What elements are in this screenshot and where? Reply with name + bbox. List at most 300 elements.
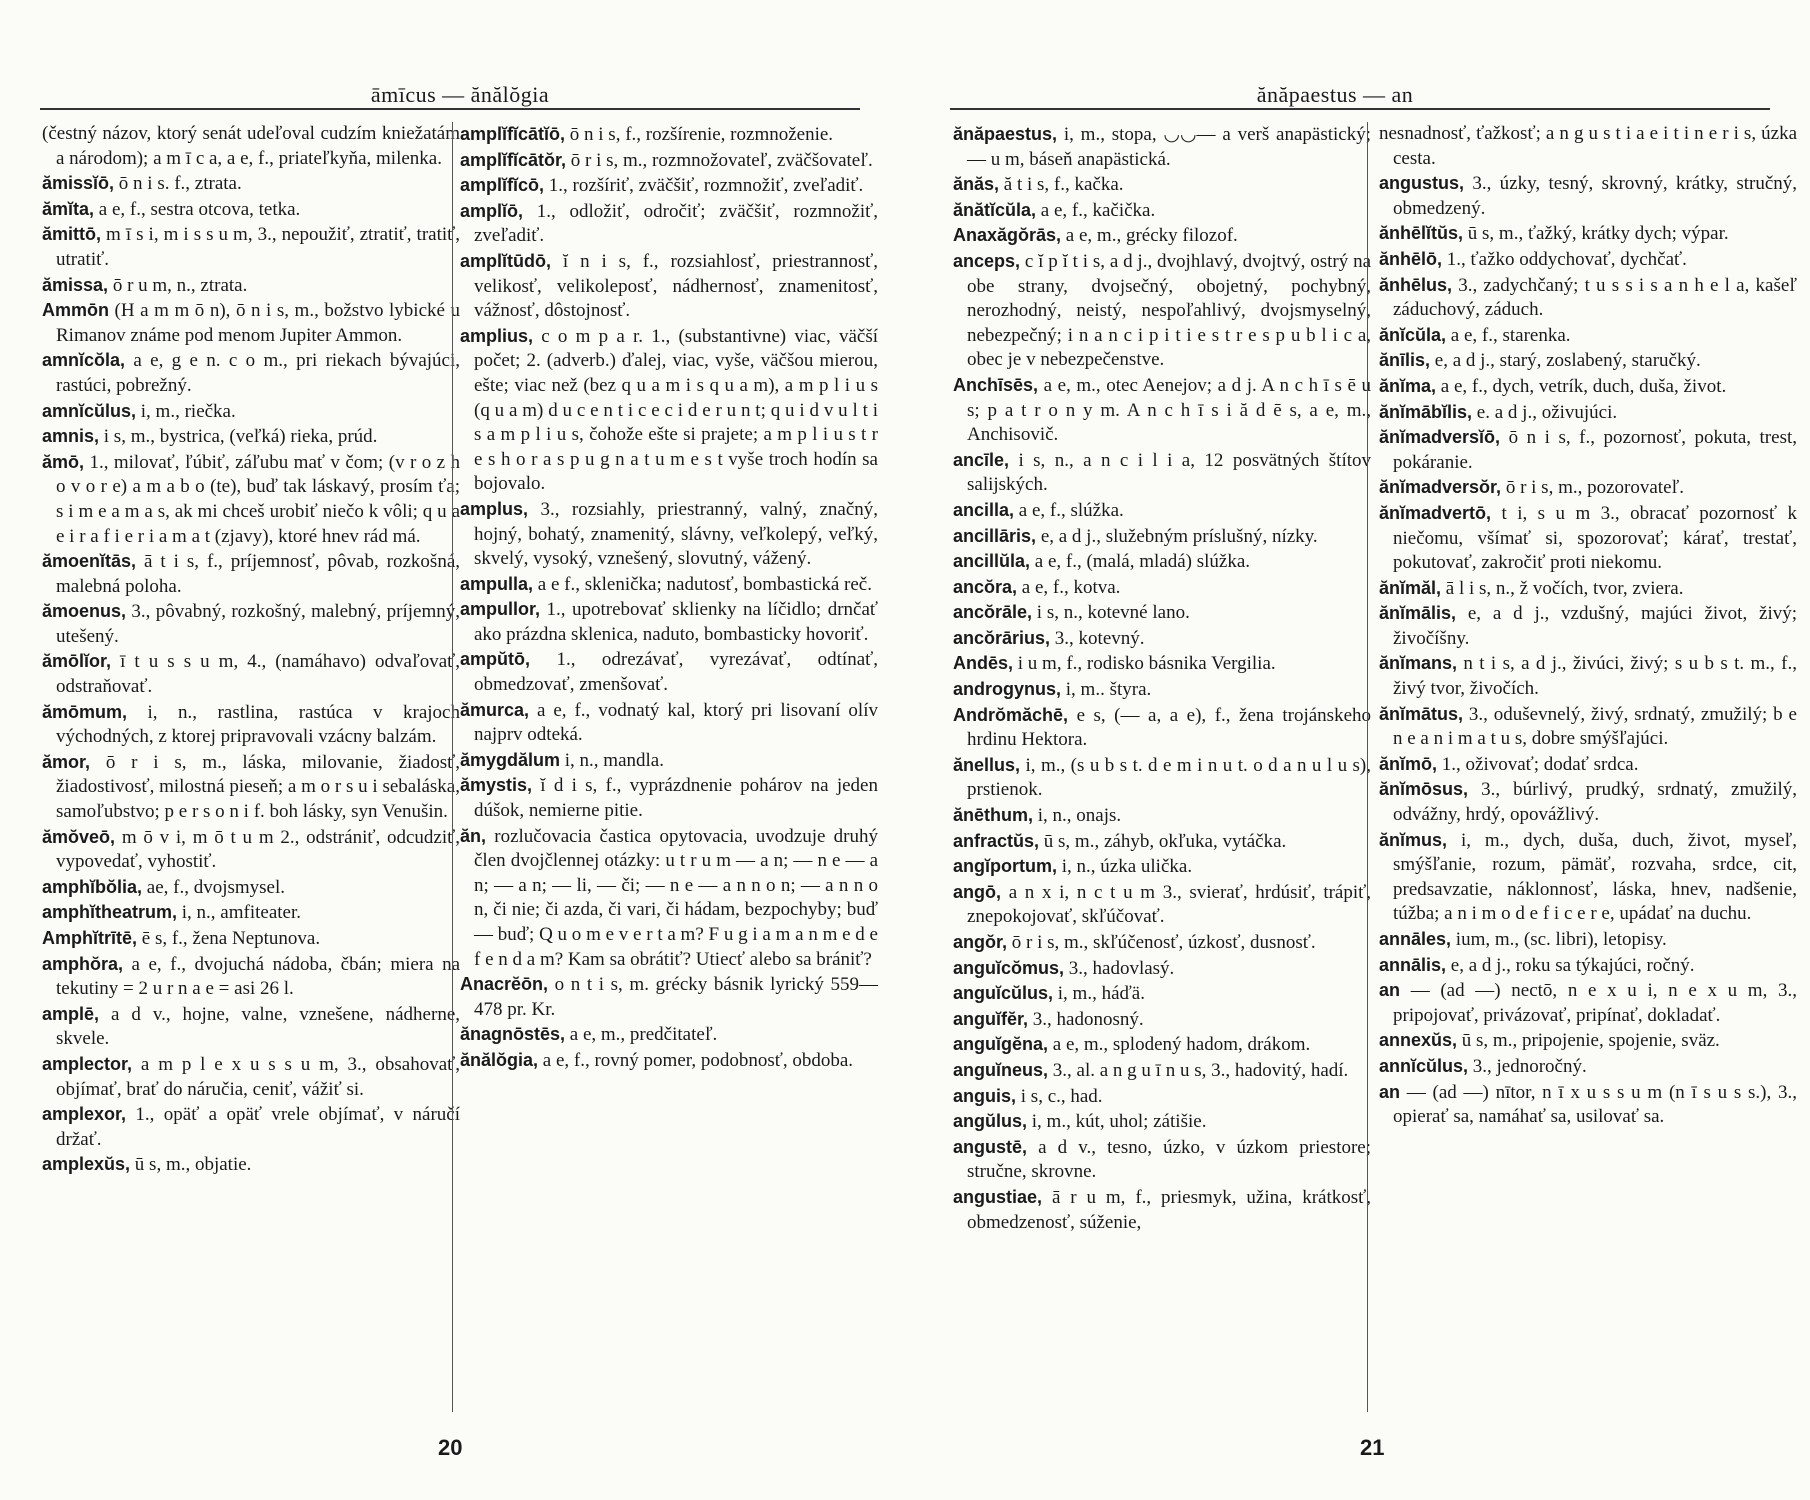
entry-headword: ănĭmābĭlis,: [1379, 401, 1473, 422]
entry-headword: Andēs,: [953, 653, 1014, 674]
dictionary-entry: [42, 424, 460, 450]
entry-headword: anguĭfĕr,: [953, 1008, 1029, 1029]
dictionary-entry: [953, 829, 1371, 855]
entry-definition: a e, m., otec Aenejov; a d j. A n c h ī s ē u s; p a t r o n y m. A n c h ī s i ă d ē s, a e, m., Anchisovič.: [967, 374, 1372, 446]
column-divider: [452, 122, 453, 1412]
dictionary-entry: [42, 952, 460, 1002]
entry-headword: ănĭmadversŏr,: [1379, 477, 1502, 498]
dictionary-entry: [953, 1007, 1371, 1033]
entry-headword: ănĭmōsus,: [1379, 779, 1469, 800]
entry-definition: a e, f., starenka.: [1450, 324, 1571, 346]
entry-definition: 3., zadychčaný; t u s s i s a n h e l a, kašeľ záduchový, záduch.: [1393, 274, 1797, 321]
entry-definition: ō r i s, m., pozorovateľ.: [1505, 477, 1684, 499]
dictionary-entry: [1379, 400, 1797, 426]
dictionary-entry: [42, 222, 460, 272]
entry-headword: amplector,: [42, 1053, 133, 1074]
dictionary-entry: [953, 981, 1371, 1007]
entry-definition: ū s, m., objatie.: [134, 1154, 252, 1176]
entry-headword: angĭportum,: [953, 856, 1057, 877]
entry-definition: ĭ d i s, f., vyprázdnenie pohárov na jeden dúšok, nemierne pitie.: [474, 775, 878, 822]
entry-definition: ā l i s, n., ž vočích, tvor, zviera.: [1445, 577, 1684, 599]
column-divider: [1367, 122, 1368, 1412]
entry-definition: 3., jednoročný.: [1472, 1055, 1587, 1077]
entry-headword: ămoenĭtās,: [42, 551, 137, 572]
dictionary-entry: [1379, 122, 1797, 171]
entry-headword: ămor,: [42, 751, 91, 772]
dictionary-entry: [1379, 752, 1797, 778]
dictionary-entry: [460, 698, 878, 748]
right-column-2: [1379, 122, 1797, 1130]
dictionary-entry: [460, 173, 878, 199]
dictionary-entry: [460, 497, 878, 572]
entry-headword: ănĭmadversĭō,: [1379, 427, 1501, 448]
dictionary-entry: [953, 1084, 1371, 1110]
header-rule: [40, 108, 860, 110]
entry-headword: ămĭta,: [42, 198, 95, 219]
entry-headword: ămō,: [42, 451, 85, 472]
entry-definition: i, n., mandla.: [564, 749, 664, 771]
entry-headword: ăn,: [460, 825, 487, 846]
entry-headword: ampullor,: [460, 599, 541, 620]
entry-definition: 1., oživovať; dodať srdca.: [1441, 753, 1639, 775]
entry-definition: e, a d j., vzdušný, majúci život, živý; živočíšny.: [1393, 603, 1798, 649]
entry-headword: ămygdălum: [460, 749, 561, 770]
dictionary-entry: [460, 1048, 878, 1074]
entry-definition: ĭ n i s, f., rozsiahlosť, priestrannosť, velikosť, velikoleposť, nádhernosť, znamenitosť, vážnosť, dôstojnosť.: [474, 250, 878, 322]
entry-definition: ă t i s, f., kačka.: [1003, 174, 1124, 196]
dictionary-entry: [953, 172, 1371, 198]
dictionary-entry: [1379, 978, 1797, 1028]
entry-headword: amnis,: [42, 426, 100, 447]
dictionary-entry: [460, 324, 878, 497]
entry-definition: i u m, f., rodisko básnika Vergilia.: [1017, 653, 1276, 675]
dictionary-entry: [953, 498, 1371, 524]
dictionary-entry: [953, 1185, 1371, 1235]
entry-definition: a e, f., sestra otcova, tetka.: [98, 198, 301, 220]
entry-definition: 3., hadonosný.: [1032, 1008, 1144, 1030]
entry-definition: 1., milovať, ľúbiť, záľubu mať v čom; (v r o z h o v o r e) a m a b o (te), buď tak láskavý, prosím ťa; s i m e a m a s, ak mi chceš urobiť niečo k vôli; q u a e i r a f i e r i a m a t (zjavy), ktoré hnev rád má.: [56, 451, 461, 547]
entry-definition: ō n i s, f., rozšírenie, rozmnoženie.: [569, 124, 834, 145]
entry-headword: annexŭs,: [1379, 1030, 1458, 1051]
right-column-1: [953, 122, 1371, 1235]
dictionary-entry: [953, 122, 1371, 172]
entry-headword: angustē,: [953, 1136, 1028, 1157]
right-page: [905, 0, 1810, 1500]
dictionary-entry: [1379, 953, 1797, 979]
header-rule: [950, 108, 1770, 110]
entry-definition: e, a d j., služebným príslušný, nízky.: [1040, 525, 1318, 547]
entry-headword: ănhēlō,: [1379, 248, 1443, 269]
entry-headword: amplē,: [42, 1003, 100, 1024]
entry-headword: ămoenus,: [42, 601, 127, 622]
dictionary-entry: [953, 524, 1371, 550]
entry-headword: ămōlĭor,: [42, 651, 112, 672]
entry-headword: an: [1379, 1081, 1401, 1102]
entry-definition: i, m., dych, duša, duch, život, myseľ, smýšľanie, rozum, pämäť, rozvaha, srdce, cit, predsavzatie, náklonnosť, láska, hnev, nadšenie, túžba; a n i m o d e f i c e r e, upádať na duchu.: [1393, 829, 1797, 925]
entry-definition: a d v., hojne, valne, vznešene, nádherne, skvele.: [56, 1003, 460, 1050]
entry-definition: 1., odložiť, odročiť; zväčšiť, rozmnožiť, zveľadiť.: [474, 200, 878, 247]
entry-definition: i, n., onajs.: [1037, 805, 1122, 827]
entry-definition: i, m., háďä.: [1057, 983, 1145, 1005]
dictionary-entry: [953, 1032, 1371, 1058]
entry-headword: anguĭcŭlus,: [953, 983, 1054, 1004]
entry-headword: amphĭtheatrum,: [42, 902, 178, 923]
entry-headword: annāles,: [1379, 929, 1452, 949]
dictionary-entry: [460, 824, 878, 973]
entry-definition: i, n., úzka ulička.: [1061, 856, 1193, 878]
entry-headword: amnĭcŭlus,: [42, 400, 137, 421]
entry-definition: ium, m., (sc. libri), letopisy.: [1455, 929, 1667, 950]
entry-definition: — (ad —) nītor, n ī x u s s u m (n ī s u s s.), 3., opierať sa, namáhať sa, usilovať sa.: [1393, 1081, 1797, 1128]
dictionary-entry: [953, 651, 1371, 677]
entry-headword: ănhēlĭtŭs,: [1379, 223, 1464, 244]
dictionary-entry: [1379, 828, 1797, 927]
dictionary-entry: [1379, 221, 1797, 247]
running-head: ănăpaestus — an: [1256, 82, 1414, 107]
dictionary-entry: [42, 122, 460, 171]
dictionary-entry: [42, 700, 460, 750]
entry-headword: ănĭma,: [1379, 375, 1437, 396]
dictionary-entry: [42, 599, 460, 649]
entry-headword: amplĭfĭcō,: [460, 175, 545, 196]
entry-definition: a e, m., grécky filozof.: [1065, 225, 1238, 247]
entry-definition: ō n i s, f., pozornosť, pokuta, trest, pokáranie.: [1393, 427, 1797, 473]
dictionary-entry: [953, 626, 1371, 652]
dictionary-entry: [953, 880, 1371, 930]
entry-headword: angō,: [953, 881, 1001, 902]
dictionary-entry: [42, 171, 460, 197]
entry-headword: Anaxăgŏrās,: [953, 225, 1062, 246]
entry-headword: ănăpaestus,: [953, 124, 1058, 144]
running-head: āmīcus — ănălŏgia: [370, 82, 550, 107]
dictionary-entry: [1379, 651, 1797, 701]
dictionary-entry: [42, 298, 460, 348]
dictionary-entry: [953, 703, 1371, 753]
entry-definition: m ō v i, m ō t u m 2., odstrániť, odcudziť, vypovedať, vyhostiť.: [56, 826, 460, 873]
dictionary-entry: [1379, 247, 1797, 273]
entry-definition: 1., rozšíriť, zväčšiť, rozmnožiť, zveľadiť.: [548, 175, 864, 197]
entry-definition: 3., al. a n g u ī n u s, 3., hadovitý, hadí.: [1052, 1059, 1349, 1081]
entry-headword: anceps,: [953, 250, 1021, 271]
dictionary-entry: [460, 249, 878, 324]
entry-headword: annālis,: [1379, 954, 1447, 975]
dictionary-entry: [1379, 927, 1797, 953]
dictionary-entry: [460, 148, 878, 174]
dictionary-entry: [953, 1135, 1371, 1185]
dictionary-entry: [953, 448, 1371, 498]
entry-headword: ănĭmālis,: [1379, 603, 1457, 624]
entry-definition: a e, f., rovný pomer, podobnosť, obdoba.: [542, 1049, 854, 1071]
dictionary-entry: [953, 198, 1371, 224]
entry-headword: ancīle,: [953, 449, 1010, 470]
dictionary-entry: [953, 549, 1371, 575]
dictionary-entry: [953, 1058, 1371, 1084]
entry-headword: ampŭtō,: [460, 649, 530, 670]
entry-definition: a e, f., dvojuchá nádoba, čbán; miera na tekutiny = 2 u r n a e = asi 26 l.: [56, 953, 460, 1000]
entry-definition: e, a d j., starý, zoslabený, staručký.: [1434, 350, 1701, 372]
entry-headword: ănăs,: [953, 174, 1000, 195]
entry-definition: ū s, m., ťažký, krátky dych; výpar.: [1467, 223, 1729, 245]
dictionary-entry: [953, 854, 1371, 880]
entry-headword: ănĭcŭla,: [1379, 324, 1447, 345]
dictionary-entry: [42, 549, 460, 599]
dictionary-entry: [460, 597, 878, 647]
left-column-1: [42, 122, 460, 1178]
entry-headword: Anacrĕōn,: [460, 974, 549, 995]
entry-definition: 3., rozsiahly, priestranný, valný, značný, hojný, bohatý, znamenitý, slávny, veľkolepý, veľký, skvelý, vysoký, vznešený, slovutný, vážený.: [474, 498, 878, 570]
entry-headword: ampulla,: [460, 573, 534, 594]
entry-headword: angustus,: [1379, 173, 1465, 194]
dictionary-entry: [1379, 1054, 1797, 1080]
dictionary-entry: [42, 1052, 460, 1102]
entry-headword: amplĭō,: [460, 200, 524, 221]
entry-definition: ō r i s, m., láska, milovanie, žiadosť, žiadostivosť, milostná pieseň; a m o r s u i sebaláska, samoľubstvo; p e r s o n i f. boh lásky, syn Venušin.: [56, 751, 460, 823]
entry-headword: ănĭmăl,: [1379, 577, 1442, 598]
entry-headword: amphŏra,: [42, 953, 124, 974]
entry-headword: amplexor,: [42, 1104, 127, 1125]
entry-definition: i, m., stopa, ◡◡— a verš anapästický; — u m, báseň anapästická.: [967, 124, 1371, 170]
entry-definition: ō r i s, m., skľúčenosť, úzkosť, dusnosť.: [1011, 932, 1316, 953]
entry-definition: 3., úzky, tesný, skrovný, krátky, stručný, obmedzený.: [1393, 173, 1797, 219]
entry-headword: ancŏrāle,: [953, 602, 1033, 623]
entry-definition: i, m., (s u b s t. d e m i n u t. o d a n u l u s), prstienok.: [967, 754, 1372, 801]
dictionary-entry: [953, 1109, 1371, 1135]
dictionary-entry: [460, 572, 878, 598]
entry-headword: ănēthum,: [953, 805, 1034, 826]
dictionary-entry: [953, 373, 1371, 448]
entry-headword: ănellus,: [953, 754, 1021, 775]
entry-headword: Ammōn: [42, 300, 109, 321]
entry-definition: ū s, m., pripojenie, spojenie, sväz.: [1461, 1030, 1720, 1052]
dictionary-entry: [953, 930, 1371, 956]
entry-headword: anguis,: [953, 1085, 1017, 1106]
dictionary-entry: [1379, 171, 1797, 221]
entry-headword: ănălŏgia,: [460, 1049, 539, 1070]
entry-definition: 1., odrezávať, vyrezávať, odtínať, obmedzovať, zmenšovať.: [474, 649, 879, 696]
entry-headword: ănīlis,: [1379, 350, 1431, 371]
entry-definition: ā r u m, f., priesmyk, užina, krátkosť, obmedzenosť, súženie,: [967, 1186, 1372, 1233]
entry-headword: ancilla,: [953, 499, 1015, 520]
dictionary-entry: [1379, 273, 1797, 323]
dictionary-entry: [42, 900, 460, 926]
entry-definition: ē s, f., žena Neptunova.: [141, 928, 321, 949]
entry-headword: ămystis,: [460, 775, 533, 796]
dictionary-entry: [953, 249, 1371, 373]
dictionary-entry: [42, 273, 460, 299]
entry-headword: anfractŭs,: [953, 830, 1040, 851]
entry-definition: 1., opäť a opäť vrele objímať, v náručí držať.: [56, 1104, 460, 1150]
entry-definition: 3., kotevný.: [1054, 627, 1145, 649]
dictionary-entry: [953, 223, 1371, 249]
entry-headword: angŭlus,: [953, 1111, 1028, 1132]
entry-headword: ămōmum,: [42, 701, 128, 722]
entry-headword: amplus,: [460, 498, 529, 519]
entry-headword: ămittō,: [42, 224, 102, 245]
entry-headword: ănĭmans,: [1379, 653, 1458, 674]
entry-definition: t i, s u m 3., obracať pozornosť k niečomu, všímať si, spozorovať; kárať, trestať, pokutovať, zakročiť proti niekomu.: [1393, 502, 1798, 574]
dictionary-entry: [42, 750, 460, 825]
entry-headword: ancŏrārius,: [953, 627, 1051, 648]
entry-definition: a e f., sklenička; nadutosť, bombastická reč.: [537, 573, 872, 595]
dictionary-entry: [460, 122, 878, 148]
entry-definition: ō r i s, m., rozmnožovateľ, zväčšovateľ.: [570, 149, 873, 171]
entry-definition: (H a m m ō n), ō n i s, m., božstvo lybické u Rimanov známe pod menom Jupiter Ammon.: [56, 300, 460, 346]
entry-definition: 3., oduševnelý, živý, srdnatý, zmužilý; b e n e a n i m a t u s, dobre smýšľajúci.: [1393, 703, 1797, 750]
entry-headword: amnĭcŏla,: [42, 350, 126, 371]
entry-headword: an: [1379, 980, 1401, 1001]
dictionary-entry: [460, 972, 878, 1022]
entry-definition: (čestný názov, ktorý senát udeľoval cudzím kniežatám a národom); a m ī c a, a e, f., priateľkyňa, milenka.: [42, 123, 460, 169]
dictionary-entry: [1379, 323, 1797, 349]
dictionary-entry: [1379, 601, 1797, 651]
entry-headword: amplĭtūdō,: [460, 250, 551, 271]
entry-definition: 1., upotrebovať sklienky na líčidlo; drnčať ako prázdna sklenica, naduto, bombasticky hovoriť.: [474, 599, 879, 645]
dictionary-entry: [953, 956, 1371, 982]
entry-headword: amplĭfĭcātŏr,: [460, 149, 567, 170]
entry-headword: androgynus,: [953, 679, 1062, 700]
entry-headword: amplĭfĭcātĭō,: [460, 124, 566, 144]
entry-headword: ănĭmō,: [1379, 753, 1438, 774]
entry-definition: a n x i, n c t u m 3., svierať, hrdúsiť, trápiť, znepokojovať, skľúčovať.: [967, 881, 1372, 928]
entry-headword: ănagnōstēs,: [460, 1024, 566, 1045]
dictionary-entry: [1379, 501, 1797, 576]
entry-headword: annĭcŭlus,: [1379, 1055, 1469, 1076]
dictionary-entry: [1379, 1028, 1797, 1054]
left-column-2: [460, 122, 878, 1074]
dictionary-entry: [42, 649, 460, 699]
entry-definition: e, a d j., roku sa týkajúci, ročný.: [1450, 954, 1695, 976]
dictionary-entry: [460, 199, 878, 249]
dictionary-entry: [42, 1152, 460, 1178]
dictionary-entry: [1379, 475, 1797, 501]
entry-definition: i, m., kút, uhol; zátišie.: [1031, 1111, 1207, 1133]
entry-definition: i, n., amfiteater.: [181, 902, 302, 924]
entry-definition: a e, g e n. c o m., pri riekach bývajúci, rastúci, pobrežný.: [56, 350, 460, 396]
entry-headword: Anchīsēs,: [953, 374, 1039, 395]
dictionary-entry: [953, 753, 1371, 803]
entry-definition: ū s, m., záhyb, okľuka, vytáčka.: [1043, 830, 1287, 852]
entry-definition: i s, n., a n c i l i a, 12 posvätných štítov salijských.: [967, 449, 1372, 496]
entry-headword: angŏr,: [953, 932, 1008, 952]
dictionary-entry: [953, 677, 1371, 703]
dictionary-entry: [1379, 777, 1797, 827]
dictionary-entry: [42, 1002, 460, 1052]
entry-definition: rozlučovacia častica opytovacia, uvodzuje druhý člen dvojčlennej otázky: u t r u m — a n; — n e — a n; — a n; — li, — či; — n e — a n n o n; — a n n o n, či nie; či azda, či vari, či hádam, bezpochyby; buď — buď; Q u o m e v e r t a m? F u g i a m a n m e d e f e n d a m? Kam sa obrátiť? Utiecť alebo sa brániť?: [474, 825, 878, 970]
entry-definition: a e, f., kačička.: [1040, 199, 1156, 221]
entry-headword: Amphĭtrītē,: [42, 928, 138, 948]
dictionary-entry: [1379, 348, 1797, 374]
dictionary-entry: [42, 1102, 460, 1152]
entry-headword: ămissĭō,: [42, 173, 115, 194]
entry-definition: ō n i s. f., ztrata.: [118, 173, 242, 195]
entry-definition: nesnadnosť, ťažkosť; a n g u s t i a e i t i n e r i s, úzka cesta.: [1379, 123, 1797, 169]
dictionary-entry: [460, 773, 878, 823]
entry-definition: ō r u m, n., ztrata.: [112, 274, 248, 296]
entry-definition: — (ad —) nectō, n e x u i, n e x u m, 3., pripojovať, privázovať, pripínať, dokladať.: [1393, 980, 1797, 1026]
entry-headword: anguĭgĕna,: [953, 1034, 1049, 1055]
entry-definition: i, m., riečka.: [140, 400, 236, 422]
entry-definition: i s, c., had.: [1020, 1085, 1103, 1107]
entry-headword: ămissa,: [42, 274, 109, 295]
page-number: 20: [438, 1435, 463, 1460]
entry-definition: 3., hadovlasý.: [1068, 957, 1175, 979]
entry-definition: a e, f., vodnatý kal, ktorý pri lisovaní olív najprv odteká.: [474, 699, 878, 746]
dictionary-entry: [460, 1022, 878, 1048]
entry-headword: anguĭcŏmus,: [953, 957, 1065, 978]
entry-definition: a e, m., predčitateľ.: [569, 1024, 718, 1046]
dictionary-entry: [42, 399, 460, 425]
dictionary-entry: [1379, 702, 1797, 752]
entry-headword: anguĭneus,: [953, 1059, 1049, 1080]
entry-definition: e. a d j., oživujúci.: [1476, 401, 1618, 423]
entry-headword: ancillŭla,: [953, 551, 1031, 572]
entry-definition: m ī s i, m i s s u m, 3., nepoužiť, ztratiť, tratiť, utratiť.: [56, 224, 461, 270]
dictionary-entry: [42, 926, 460, 952]
entry-definition: a e, f., dych, vetrík, duch, duša, život.: [1440, 375, 1727, 397]
entry-headword: ămurca,: [460, 699, 530, 720]
entry-headword: amplexŭs,: [42, 1154, 131, 1175]
page-number: 21: [1360, 1435, 1385, 1460]
entry-headword: ănĭmātus,: [1379, 703, 1464, 724]
entry-headword: ănătĭcŭla,: [953, 199, 1037, 220]
dictionary-entry: [42, 348, 460, 398]
entry-definition: a m p l e x u s s u m, 3., obsahovať, objímať, brať do náručia, ceniť, vážiť si.: [56, 1053, 461, 1100]
entry-definition: ae, f., dvojsmysel.: [146, 876, 286, 898]
entry-headword: ămŏveō,: [42, 826, 116, 847]
dictionary-entry: [953, 600, 1371, 626]
entry-headword: ănĭmus,: [1379, 829, 1448, 850]
dictionary-entry: [460, 748, 878, 774]
dictionary-entry: [1379, 1080, 1797, 1130]
entry-headword: Andrŏmăchē,: [953, 704, 1069, 725]
dictionary-entry: [1379, 425, 1797, 475]
entry-headword: ănĭmadvertō,: [1379, 502, 1492, 523]
entry-definition: 3., pôvabný, rozkošný, malebný, príjemný, utešený.: [56, 601, 461, 647]
entry-definition: n t i s, a d j., živúci, živý; s u b s t. m., f., živý tvor, živočích.: [1393, 653, 1797, 700]
entry-headword: amphĭbŏlia,: [42, 876, 143, 897]
dictionary-entry: [42, 197, 460, 223]
entry-definition: a d v., tesno, úzko, v úzkom priestore; stručne, skrovne.: [967, 1136, 1372, 1183]
entry-definition: c ĭ p ĭ t i s, a d j., dvojhlavý, dvojtvý, ostrý na obe strany, dvojsečný, obojetný, pochybný, nerozhodný, neistý, nespoľahlivý, dvojsmyselný, nebezpečný; i n a n c i p i t i e s t r e s p u b l i c a, obec je v nebezpečenstve.: [967, 250, 1371, 371]
entry-definition: a e, f., slúžka.: [1018, 499, 1124, 521]
entry-definition: e s, (— a, a e), f., žena trojánskeho hrdinu Hektora.: [967, 704, 1372, 751]
entry-definition: ā t i s, f., príjemnosť, pôvab, rozkošná, malebná poloha.: [56, 551, 460, 597]
entry-definition: 1., ťažko oddychovať, dychčať.: [1446, 248, 1687, 270]
dictionary-entry: [953, 575, 1371, 601]
entry-definition: ī t u s s u m, 4., (namáhavo) odvaľovať, odstraňovať.: [56, 651, 461, 698]
entry-definition: i, n., rastlina, rastúca v krajoch východných, z ktorej pripravovali vzácny balzám.: [56, 701, 460, 748]
entry-definition: a e, f., (malá, mladá) slúžka.: [1034, 551, 1251, 573]
dictionary-entry: [953, 803, 1371, 829]
entry-headword: ancillāris,: [953, 525, 1037, 546]
entry-definition: i s, n., kotevné lano.: [1036, 602, 1190, 624]
dictionary-entry: [42, 450, 460, 549]
entry-headword: ancŏra,: [953, 576, 1018, 597]
dictionary-entry: [1379, 576, 1797, 602]
entry-headword: angustiae,: [953, 1186, 1043, 1207]
dictionary-entry: [1379, 374, 1797, 400]
entry-definition: a e, m., splodený hadom, drákom.: [1052, 1034, 1311, 1056]
entry-headword: amplius,: [460, 325, 534, 346]
entry-definition: 3., búrlivý, prudký, srdnatý, zmužilý, odvážny, hrdý, opovážlivý.: [1393, 779, 1797, 826]
dictionary-entry: [460, 647, 878, 697]
entry-definition: i, m.. štyra.: [1065, 679, 1152, 701]
entry-definition: i s, m., bystrica, (veľká) rieka, prúd.: [103, 426, 378, 448]
dictionary-entry: [42, 825, 460, 875]
entry-definition: a e, f., kotva.: [1021, 576, 1121, 598]
entry-definition: o n t i s, m. grécky básnik lyrický 559—478 pr. Kr.: [474, 974, 879, 1020]
dictionary-entry: [42, 875, 460, 901]
